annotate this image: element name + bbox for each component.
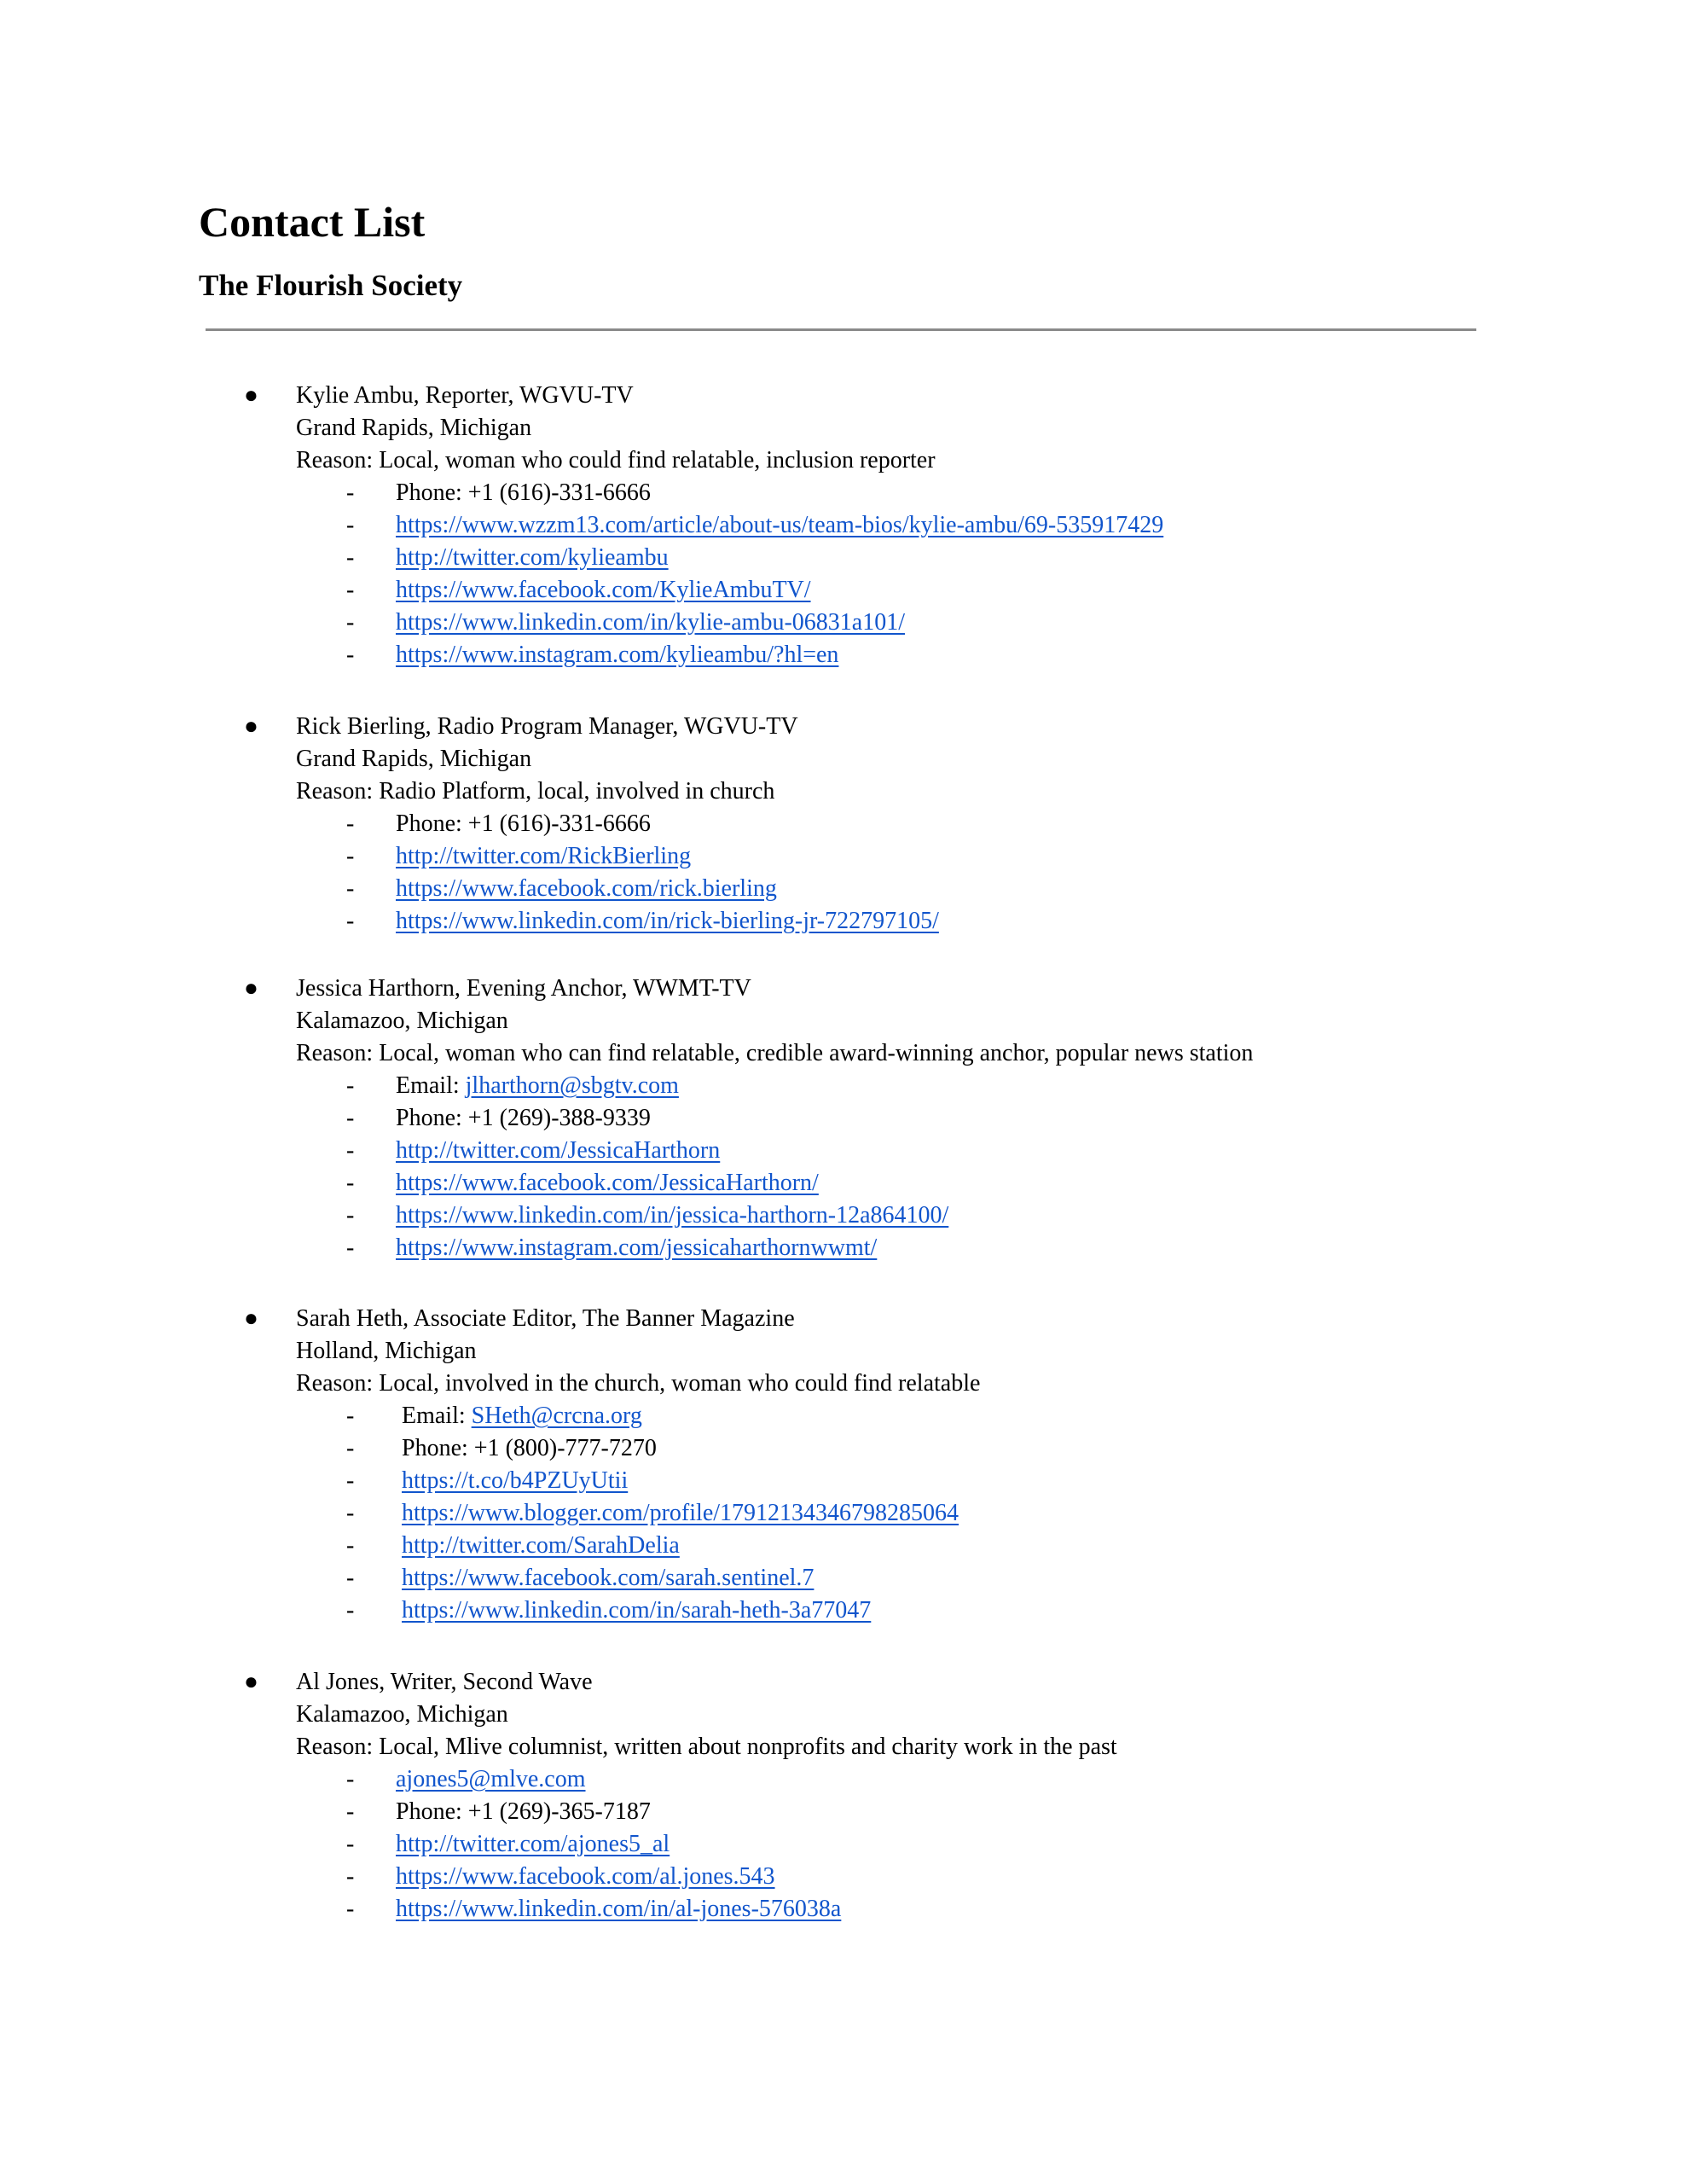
instagram-link[interactable]: https://www.instagram.com/jessicaharthornwwmt/	[396, 1234, 878, 1261]
bullet-icon: ●	[244, 1669, 258, 1695]
dash-marker: -	[346, 843, 355, 869]
dash-marker: -	[346, 544, 355, 571]
contact-name-line: Rick Bierling, Radio Program Manager, WGVU-TV	[296, 713, 798, 740]
dash-marker: -	[346, 577, 355, 603]
dash-marker: -	[346, 908, 355, 934]
contact-reason: Reason: Local, woman who can find relatable, credible award-winning anchor, popular news station	[296, 1040, 1254, 1066]
facebook-link[interactable]: https://www.facebook.com/JessicaHarthorn/	[396, 1170, 819, 1196]
contact-reason: Reason: Local, involved in the church, woman who could find relatable	[296, 1370, 981, 1397]
twitter-link[interactable]: http://twitter.com/ajones5_al	[396, 1831, 670, 1857]
dash-marker: -	[346, 1597, 355, 1623]
dash-marker: -	[346, 479, 355, 506]
contact-name-line: Al Jones, Writer, Second Wave	[296, 1669, 593, 1695]
dash-marker: -	[346, 1896, 355, 1922]
dash-marker: -	[346, 1565, 355, 1591]
contact-name-line: Kylie Ambu, Reporter, WGVU-TV	[296, 382, 634, 409]
linkedin-link[interactable]: https://www.linkedin.com/in/kylie-ambu-06831a101/	[396, 609, 905, 636]
twitter-link[interactable]: http://twitter.com/RickBierling	[396, 843, 692, 869]
contact-phone: Phone: +1 (800)-777-7270	[402, 1435, 657, 1461]
facebook-link[interactable]: https://www.facebook.com/KylieAmbuTV/	[396, 577, 811, 603]
dash-marker: -	[346, 1500, 355, 1526]
linkedin-link[interactable]: https://www.linkedin.com/in/sarah-heth-3a77047	[402, 1597, 872, 1623]
dash-marker: -	[346, 1403, 355, 1429]
dash-marker: -	[346, 609, 355, 636]
dash-marker: -	[346, 1202, 355, 1228]
contact-phone: Phone: +1 (269)-365-7187	[396, 1798, 651, 1825]
dash-marker: -	[346, 512, 355, 538]
bullet-icon: ●	[244, 975, 258, 1002]
linkedin-link[interactable]: https://www.linkedin.com/in/al-jones-576038a	[396, 1896, 842, 1922]
dash-marker: -	[346, 1798, 355, 1825]
facebook-link[interactable]: https://www.facebook.com/sarah.sentinel.7	[402, 1565, 815, 1591]
contact-phone: Phone: +1 (616)-331-6666	[396, 479, 651, 506]
contact-phone: Phone: +1 (616)-331-6666	[396, 810, 651, 837]
dash-marker: -	[346, 1170, 355, 1196]
dash-marker: -	[346, 1467, 355, 1494]
email-label: Email:	[396, 1072, 460, 1099]
contact-reason: Reason: Local, Mlive columnist, written about nonprofits and charity work in the past	[296, 1734, 1117, 1760]
dash-marker: -	[346, 1137, 355, 1164]
contact-phone: Phone: +1 (269)-388-9339	[396, 1105, 651, 1131]
email-label: Email:	[402, 1403, 466, 1429]
twitter-link[interactable]: http://twitter.com/kylieambu	[396, 544, 669, 571]
contact-location: Grand Rapids, Michigan	[296, 415, 532, 441]
horizontal-divider	[206, 328, 1476, 331]
page-title: Contact List	[199, 198, 426, 246]
email-link[interactable]: ajones5@mlve.com	[396, 1766, 586, 1792]
email-link[interactable]: SHeth@crcna.org	[471, 1403, 642, 1429]
twitter-link[interactable]: http://twitter.com/SarahDelia	[402, 1532, 680, 1559]
facebook-link[interactable]: https://www.facebook.com/rick.bierling	[396, 875, 777, 902]
bullet-icon: ●	[244, 1305, 258, 1332]
contact-email-row	[402, 1400, 642, 1432]
email-link[interactable]: jlharthorn@sbgtv.com	[465, 1072, 679, 1099]
contact-name-line: Sarah Heth, Associate Editor, The Banner Magazine	[296, 1305, 795, 1332]
contact-reason: Reason: Local, woman who could find relatable, inclusion reporter	[296, 447, 936, 473]
blogger-link[interactable]: https://www.blogger.com/profile/17912134346798285064	[402, 1500, 959, 1526]
dash-marker: -	[346, 1532, 355, 1559]
dash-marker: -	[346, 810, 355, 837]
bullet-icon: ●	[244, 382, 258, 409]
contact-location: Holland, Michigan	[296, 1338, 477, 1364]
profile-link[interactable]: https://www.wzzm13.com/article/about-us/team-bios/kylie-ambu/69-535917429	[396, 512, 1164, 538]
dash-marker: -	[346, 1072, 355, 1099]
instagram-link[interactable]: https://www.instagram.com/kylieambu/?hl=en	[396, 642, 839, 668]
contact-location: Kalamazoo, Michigan	[296, 1701, 508, 1728]
linkedin-link[interactable]: https://www.linkedin.com/in/jessica-harthorn-12a864100/	[396, 1202, 949, 1228]
contact-location: Kalamazoo, Michigan	[296, 1008, 508, 1034]
bullet-icon: ●	[244, 713, 258, 740]
dash-marker: -	[346, 642, 355, 668]
facebook-link[interactable]: https://www.facebook.com/al.jones.543	[396, 1863, 775, 1890]
contact-location: Grand Rapids, Michigan	[296, 746, 532, 772]
dash-marker: -	[346, 1234, 355, 1261]
dash-marker: -	[346, 1863, 355, 1890]
contact-email-row	[396, 1070, 679, 1102]
dash-marker: -	[346, 1831, 355, 1857]
dash-marker: -	[346, 1435, 355, 1461]
dash-marker: -	[346, 875, 355, 902]
page-subtitle: The Flourish Society	[199, 269, 463, 302]
dash-marker: -	[346, 1766, 355, 1792]
twitter-link[interactable]: http://twitter.com/JessicaHarthorn	[396, 1137, 721, 1164]
dash-marker: -	[346, 1105, 355, 1131]
contact-name-line: Jessica Harthorn, Evening Anchor, WWMT-TV	[296, 975, 751, 1002]
short-link[interactable]: https://t.co/b4PZUyUtii	[402, 1467, 629, 1494]
contact-reason: Reason: Radio Platform, local, involved in church	[296, 778, 775, 804]
linkedin-link[interactable]: https://www.linkedin.com/in/rick-bierling-jr-722797105/	[396, 908, 939, 934]
